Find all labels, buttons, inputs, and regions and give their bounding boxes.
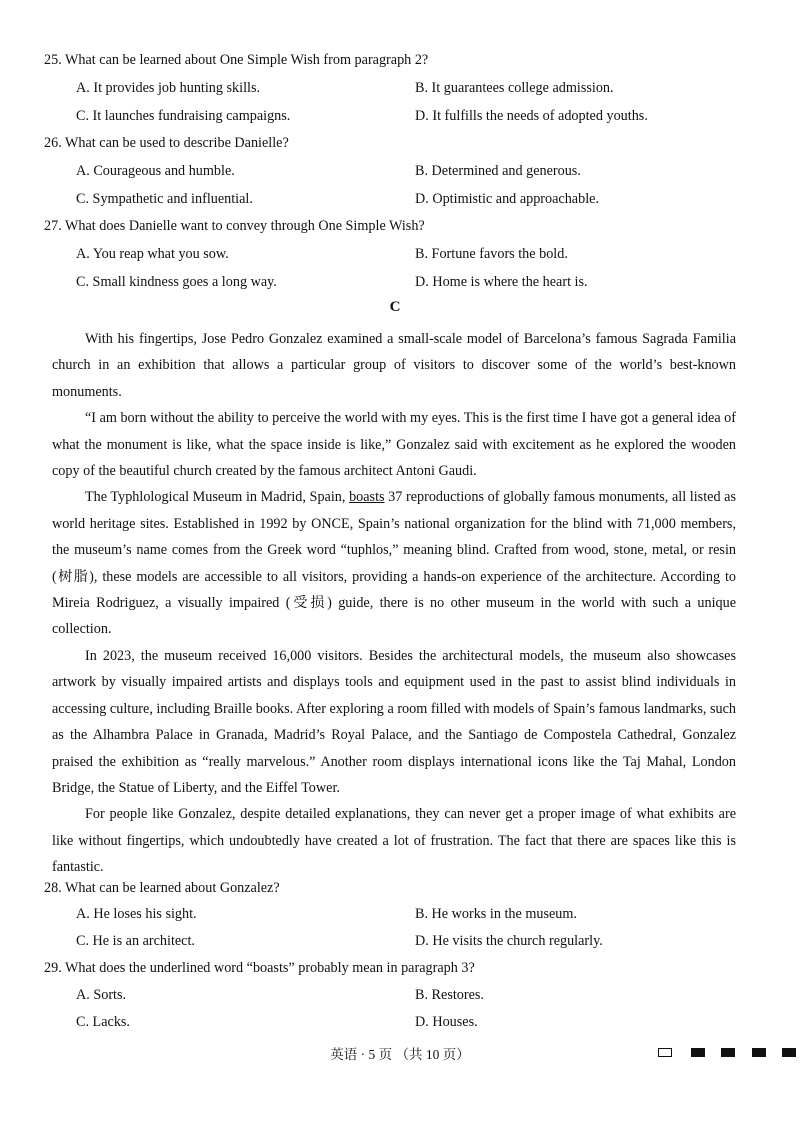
- paragraph-3-start: The Typhlological Museum in Madrid, Spain,: [85, 489, 350, 506]
- passage-paragraph-4: In 2023, the museum received 16,000 visitors. Besides the architectural models, the museum also showcases artwork by visually impaired artists and displays tools and equipment used in the past to assist blind individuals in accessing culture, including Braille books. After exploring a room filled with models of Spain’s famous landmarks, such as the Alhambra Palace in Granada, Madrid’s Royal Palace, and the Santiago de Compostela Cathedral, Gonzalez praised the exhibition as “really marvelous.” Another room displays international icons like the Taj Mahal, London Bridge, the Statue of Liberty, and the Eiffel Tower.: [52, 647, 736, 796]
- reading-passage: [52, 326, 736, 881]
- question-27-option-c: C. Small kindness goes a long way.: [76, 274, 277, 290]
- question-28-option-b: B. He works in the museum.: [415, 906, 577, 922]
- question-29-option-a: A. Sorts.: [76, 987, 127, 1003]
- underlined-word: boasts: [349, 489, 385, 506]
- question-27-option-d: D. Home is where the heart is.: [415, 274, 588, 290]
- question-29-option-b: B. Restores.: [415, 987, 484, 1003]
- passage-paragraph-2: “I am born without the ability to perceive the world with my eyes. This is the first time I have got a general idea of what the monument is like, what the space inside is like,” Gonzalez said with excitement as he explored the wooden copy of the beautiful church created by the famous architect Antoni Gaudi.: [52, 410, 736, 480]
- passage-paragraph-3: [52, 484, 736, 642]
- question-26-stem: 26. What can be used to describe Danielle?: [44, 135, 289, 151]
- question-29-option-c: C. Lacks.: [76, 1014, 130, 1030]
- question-28-stem: 28. What can be learned about Gonzalez?: [44, 880, 280, 896]
- passage-paragraph-1: With his fingertips, Jose Pedro Gonzalez examined a small-scale model of Barcelona’s famous Sagrada Familia church in an exhibition that allows a particular group of visitors to discover some of the world’s best-known monuments.: [52, 331, 736, 400]
- question-26-option-d: D. Optimistic and approachable.: [415, 191, 599, 207]
- section-heading: C: [389, 299, 401, 315]
- question-29-stem: 29. What does the underlined word “boasts” probably mean in paragraph 3?: [44, 960, 475, 976]
- question-25-option-a: A. It provides job hunting skills.: [76, 80, 261, 96]
- filled-mark: [752, 1048, 766, 1057]
- question-29-option-d: D. Houses.: [415, 1014, 478, 1030]
- filled-mark: [721, 1048, 735, 1057]
- question-25-option-c: C. It launches fundraising campaigns.: [76, 108, 291, 124]
- page-footer: 英语 · 5 页 （共 10 页）: [330, 1047, 470, 1062]
- question-26-option-a: A. Courageous and humble.: [76, 163, 235, 179]
- filled-mark: [782, 1048, 796, 1057]
- question-26-option-c: C. Sympathetic and influential.: [76, 191, 253, 207]
- question-25-option-b: B. It guarantees college admission.: [415, 80, 614, 96]
- question-25-option-d: D. It fulfills the needs of adopted youths.: [415, 108, 648, 124]
- passage-paragraph-5: For people like Gonzalez, despite detailed explanations, they can never get a proper image of what exhibits are like without fingertips, which undoubtedly have created a lot of frustration. The fact that there are spaces like this is fantastic.: [52, 806, 736, 876]
- question-28-option-a: A. He loses his sight.: [76, 906, 197, 922]
- question-27-option-a: A. You reap what you sow.: [76, 246, 229, 262]
- question-28-option-d: D. He visits the church regularly.: [415, 933, 603, 949]
- question-25-stem: 25. What can be learned about One Simple Wish from paragraph 2?: [44, 52, 429, 68]
- question-27-stem: 27. What does Danielle want to convey through One Simple Wish?: [44, 218, 425, 234]
- question-28-option-c: C. He is an architect.: [76, 933, 195, 949]
- hollow-mark: [658, 1048, 672, 1057]
- filled-mark: [691, 1048, 705, 1057]
- question-26-option-b: B. Determined and generous.: [415, 163, 581, 179]
- question-27-option-b: B. Fortune favors the bold.: [415, 246, 568, 262]
- paragraph-3-rest: 37 reproductions of globally famous monuments, all listed as world heritage sites. Established in 1992 by ONCE, Spain’s national organization for the blind with 71,000 members, the museum’s name comes from the Greek word “tuphlos,” meaning blind. Crafted from wood, stone, metal, or resin (树脂), these models are accessible to all visitors, providing a hands-on experience of the architecture. According to Mireia Rodriguez, a visually impaired (受损) guide, there is no other museum in the world with such a unique collection.: [52, 489, 736, 638]
